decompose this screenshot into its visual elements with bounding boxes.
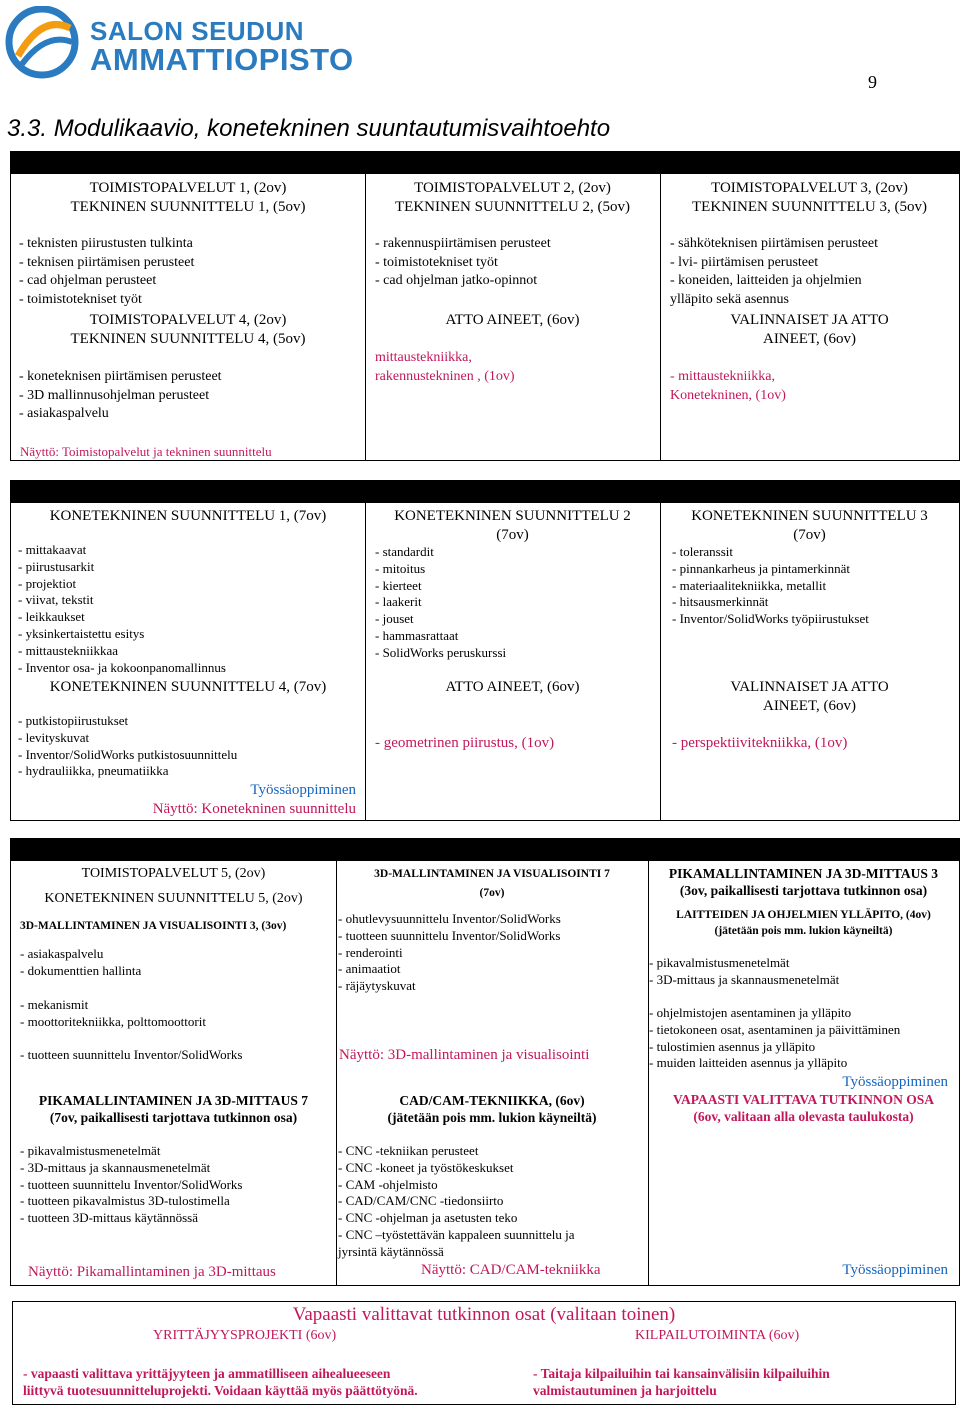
- y1-c2-atto-list: mittaustekniikka, rakennustekninen , (1ov): [375, 350, 515, 384]
- y2-c3-val-item: - perspektiivitekniikka, (1ov): [672, 735, 848, 751]
- y3-c2-naytto1: Näyttö: 3D-mallintaminen ja visualisointi: [339, 1047, 590, 1063]
- y2-c2-atto: ATTO AINEET, (6ov): [445, 679, 580, 695]
- y1-c1-heading: TOIMISTOPALVELUT 1, (2ov) TEKNINEN SUUNNITTELU 1, (5ov): [70, 180, 306, 215]
- y3-c3-tyo2: Työssäoppiminen: [842, 1262, 948, 1278]
- y2-c1-list2: - putkistopiirustukset - levityskuvat - Inventor/SolidWorks putkistosuunnittelu - hydrauliikka, pneumatiikka: [18, 713, 238, 779]
- y2-c2-heading: KONETEKNINEN SUUNNITTELU 2 (7ov): [394, 508, 631, 543]
- year1-title: 1. vuosi: [453, 153, 517, 175]
- year3-block: [10, 838, 960, 1286]
- y3-c1-g2: - mekanismit - moottoritekniikka, polttomoottorit: [20, 997, 206, 1029]
- y3-c1-h3: 3D-MALLINTAMINEN JA VISUALISOINTI 3, (3ov): [20, 920, 287, 932]
- y1-c3-valinnaiset: VALINNAISET JA ATTO AINEET, (6ov): [730, 312, 889, 347]
- y1-c1-heading2: TOIMISTOPALVELUT 4, (2ov) TEKNINEN SUUNNITTELU 4, (5ov): [70, 312, 306, 347]
- y3-c3-tyo1: Työssäoppiminen: [842, 1074, 948, 1090]
- y3-c1-h1: TOIMISTOPALVELUT 5, (2ov): [81, 866, 266, 881]
- y3-c1-g4: - pikavalmistusmenetelmät - 3D-mittaus ja skannausmenetelmät - tuotteen suunnittelu Inventor/SolidWorks - tuotteen pikavalmistus 3D-tulostimella - tuotteen 3D-mittaus käytännössä: [20, 1143, 243, 1226]
- elective-right-text: - Taitaja kilpailuihin tai kansainvälisiin kilpailuihin valmistautuminen ja harjoittelu: [533, 1366, 830, 1398]
- y3-c2-list: - ohutlevysuunnittelu Inventor/SolidWorks - tuotteen suunnittelu Inventor/SolidWorks - renderointi - animaatiot - räjäytyskuvat: [338, 911, 561, 994]
- logo-emblem-icon: [4, 6, 84, 80]
- y1-c1-list: - teknisten piirustusten tulkinta - teknisen piirtämisen perusteet - cad ohjelman perusteet - toimistotekniset työt: [19, 236, 195, 307]
- y1-c2-heading: TOIMISTOPALVELUT 2, (2ov) TEKNINEN SUUNNITTELU 2, (5ov): [395, 180, 630, 215]
- y2-c2-list: - standardit - mitoitus - kierteet - laakerit - jouset - hammasrattaat - SolidWorks peruskurssi: [375, 544, 507, 660]
- elective-left-text: - vapaasti valittava yrittäjyyteen ja ammatilliseen aihealueeseen liittyvä tuotesuunnitteluprojekti. Voidaan käyttää myös päättötyönä.: [23, 1366, 418, 1398]
- y2-c1-heading2: KONETEKNINEN SUUNNITTELU 4, (7ov): [49, 679, 327, 695]
- y2-c3-valinnaiset: VALINNAISET JA ATTO AINEET, (6ov): [730, 679, 889, 714]
- y3-c1-g3: - tuotteen suunnittelu Inventor/SolidWorks: [20, 1047, 243, 1062]
- y3-c1-h4: PIKAMALLINTAMINEN JA 3D-MITTAUS 7 (7ov, paikallisesti tarjottava tutkinnon osa): [38, 1093, 309, 1125]
- y3-c3-heading2: LAITTEIDEN JA OHJELMIEN YLLÄPITO, (4ov) (jätetään pois mm. lukion käyneiltä): [676, 909, 931, 937]
- elective-title: Vapaasti valittavat tutkinnon osat (valitaan toinen): [292, 1304, 676, 1325]
- elective-block: [12, 1301, 956, 1405]
- year2-block: [10, 480, 960, 821]
- y3-c1-h2: KONETEKNINEN SUUNNITTELU 5, (2ov): [44, 891, 303, 906]
- y3-c2-cad-heading: CAD/CAM-TEKNIIKKA, (6ov) (jätetään pois mm. lukion käyneiltä): [387, 1093, 597, 1125]
- y3-c1-g1: - asiakaspalvelu - dokumenttien hallinta: [20, 946, 142, 978]
- y2-tyossaoppiminen: Työssäoppiminen: [250, 782, 356, 798]
- y1-c3-heading: TOIMISTOPALVELUT 3, (2ov) TEKNINEN SUUNNITTELU 3, (5ov): [692, 180, 927, 215]
- elective-left-heading: YRITTÄJYYSPROJEKTI (6ov): [153, 1328, 337, 1343]
- logo-text-line1: SALON SEUDUN: [90, 16, 305, 46]
- y1-c3-list: - sähköteknisen piirtämisen perusteet - lvi- piirtämisen perusteet - koneiden, laitteiden ja ohjelmien ylläpito sekä asennus: [670, 236, 878, 307]
- y3-c3-g2: - ohjelmistojen asentaminen ja ylläpito - tietokoneen osat, asentaminen ja päivittäminen - tulostimien asennus ja ylläpito - muiden laitteiden asennus ja ylläpito: [649, 1005, 901, 1071]
- page-heading: 3.3. Modulikaavio, konetekninen suuntautumisvaihtoehto: [7, 115, 611, 142]
- y2-c1-heading: KONETEKNINEN SUUNNITTELU 1, (7ov): [49, 508, 327, 524]
- y3-c3-vapaasti: VAPAASTI VALITTAVA TUTKINNON OSA (6ov, valitaan alla olevasta taulukosta): [673, 1092, 934, 1124]
- y3-c2-cad-list: - CNC -tekniikan perusteet - CNC -koneet ja työstökeskukset - CAM -ohjelmisto - CAD/CAM/CNC -tiedonsiirto - CNC -ohjelman ja asetusten teko - CNC –työstettävän kappaleen suunnittelu ja jyrsintä käytännössä: [338, 1143, 575, 1259]
- y1-naytto: Näyttö: Toimistopalvelut ja tekninen suunnittelu: [20, 444, 272, 459]
- y3-c1-naytto: Näyttö: Pikamallintaminen ja 3D-mittaus: [28, 1264, 276, 1280]
- year2-title: 2. vuosi: [453, 484, 517, 506]
- school-logo: [4, 6, 404, 80]
- y3-c2-naytto2: Näyttö: CAD/CAM-tekniikka: [421, 1262, 601, 1278]
- year3-title: 3. vuosi: [453, 842, 517, 864]
- y2-c3-list: - toleranssit - pinnankarheus ja pintamerkinnät - materiaalitekniikka, metallit - hitsausmerkinnät - Inventor/SolidWorks työpiirustukset: [672, 544, 869, 627]
- y3-c3-heading: PIKAMALLINTAMINEN JA 3D-MITTAUS 3 (3ov, paikallisesti tarjottava tutkinnon osa): [668, 866, 939, 898]
- y2-c3-heading: KONETEKNINEN SUUNNITTELU 3 (7ov): [691, 508, 928, 543]
- y2-c1-list: - mittakaavat - piirustusarkit - projektiot - viivat, tekstit - leikkaukset - yksinkertaistettu esitys - mittaustekniikkaa - Inventor osa- ja kokoonpanomallinnus: [18, 542, 226, 675]
- y3-c3-g1: - pikavalmistusmenetelmät - 3D-mittaus ja skannausmenetelmät: [649, 955, 840, 987]
- y1-c2-list: - rakennuspiirtämisen perusteet - toimistotekniset työt - cad ohjelman jatko-opinnot: [375, 236, 551, 288]
- y2-c2-atto-item: - geometrinen piirustus, (1ov): [375, 735, 555, 751]
- y2-naytto: Näyttö: Konetekninen suunnittelu: [152, 801, 356, 817]
- y3-c2-heading: 3D-MALLINTAMINEN JA VISUALISOINTI 7 (7ov): [374, 868, 610, 899]
- elective-right-heading: KILPAILUTOIMINTA (6ov): [635, 1328, 800, 1343]
- y1-c3-val-list: - mittaustekniikka, Konetekninen, (1ov): [670, 369, 786, 403]
- logo-text-line2: AMMATTIOPISTO: [90, 42, 354, 77]
- y1-c2-atto: ATTO AINEET, (6ov): [445, 312, 580, 328]
- year1-block: [10, 151, 960, 461]
- y1-c1-list2: - koneteknisen piirtämisen perusteet - 3D mallinnusohjelman perusteet - asiakaspalvelu: [19, 369, 222, 421]
- page-number: 9: [868, 72, 877, 92]
